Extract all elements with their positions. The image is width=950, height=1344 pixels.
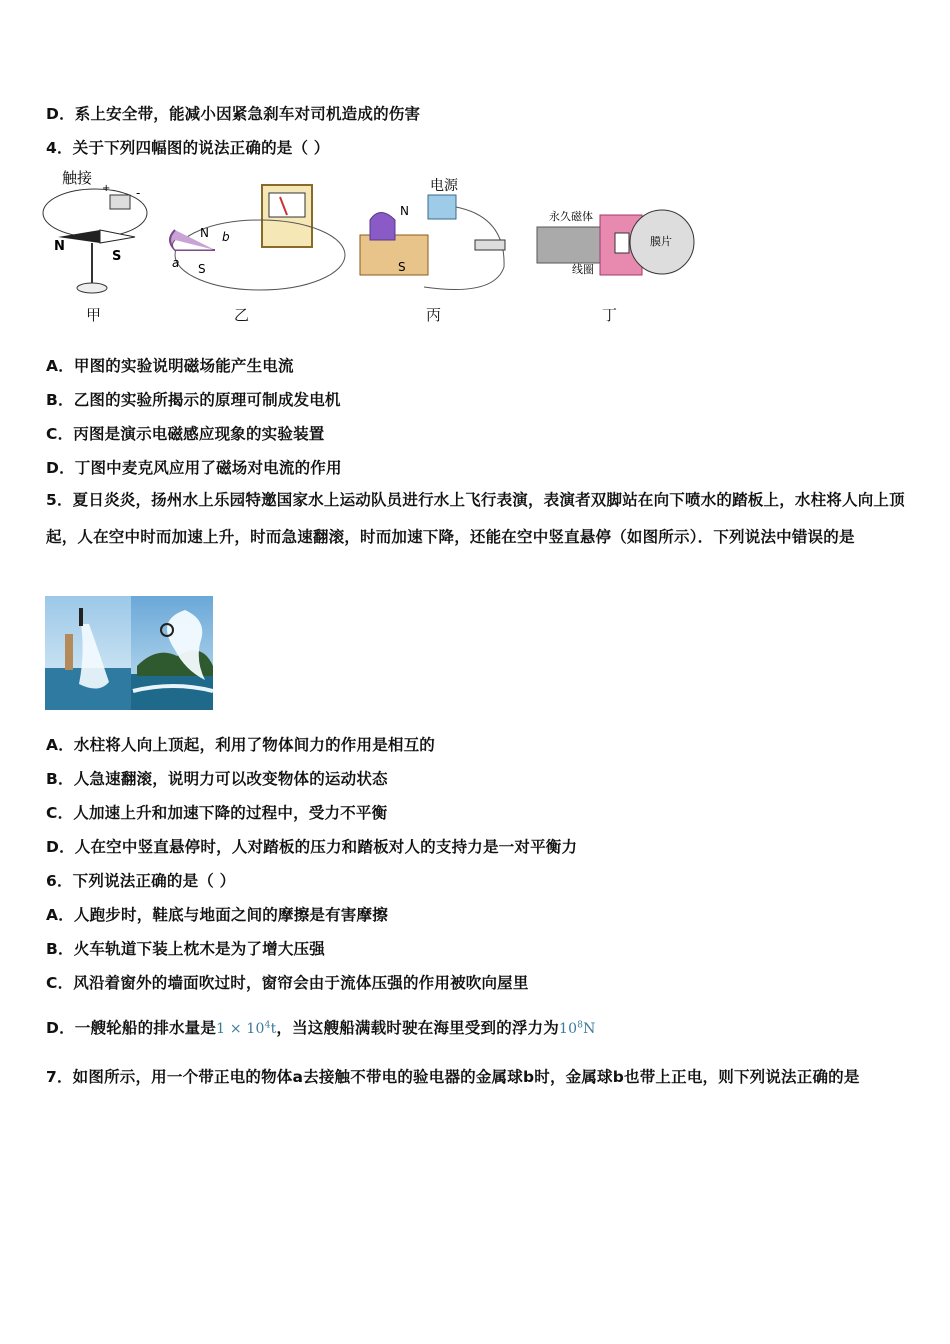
svg-text:N: N bbox=[400, 204, 409, 218]
svg-text:永久磁体: 永久磁体 bbox=[549, 210, 593, 223]
question-5: 5．夏日炎炎，扬州水上乐园特邀国家水上运动队员进行水上飞行表演，表演者双脚站在向下喷水的踏板上，水柱将人向上顶起，人在空中时而加速上升，时而急速翻滚，时而加速下降，还能在空中竖直悬停（如图所示）．下列说法中错误的是 bbox=[46, 491, 905, 546]
svg-text:电源: 电源 bbox=[430, 178, 458, 194]
question-7: 7．如图所示，用一个带正电的物体a去接触不带电的验电器的金属球b时，金属球b也带上正电，则下列说法正确的是 bbox=[46, 1068, 860, 1086]
q6-option-a: A．人跑步时，鞋底与地面之间的摩擦是有害摩擦 bbox=[46, 906, 388, 924]
question-4: 4．关于下列四幅图的说法正确的是（ ） bbox=[46, 139, 330, 157]
q4-figures bbox=[40, 165, 700, 330]
q4-option-d: D．丁图中麦克风应用了磁场对电流的作用 bbox=[46, 459, 342, 477]
label-yi: 乙 bbox=[234, 306, 250, 324]
svg-text:N: N bbox=[54, 239, 65, 254]
svg-text:S: S bbox=[112, 249, 122, 264]
svg-text:线圈: 线圈 bbox=[572, 263, 594, 276]
q4-option-a: A．甲图的实验说明磁场能产生电流 bbox=[46, 357, 294, 375]
figure-ding bbox=[537, 209, 694, 276]
label-bing: 丙 bbox=[426, 306, 442, 324]
svg-text:+: + bbox=[102, 183, 111, 194]
q6-option-b: B．火车轨道下装上枕木是为了增大压强 bbox=[46, 940, 325, 958]
question-6: 6．下列说法正确的是（ ） bbox=[46, 872, 236, 890]
q6-option-c: C．风沿着窗外的墙面吹过时，窗帘会由于流体压强的作用被吹向屋里 bbox=[46, 974, 529, 992]
q5-option-c: C．人加速上升和加速下降的过程中，受力不平衡 bbox=[46, 804, 388, 822]
svg-text:a: a bbox=[172, 256, 180, 270]
q5-option-d: D．人在空中竖直悬停时，人对踏板的压力和踏板对人的支持力是一对平衡力 bbox=[46, 838, 578, 856]
label-jia: 甲 bbox=[86, 306, 102, 324]
q5-photo bbox=[45, 596, 213, 710]
q6d-middle: ，当这艘船满载时驶在海里受到的浮力为 bbox=[276, 1019, 560, 1037]
option-d-prev: D．系上安全带，能减小因紧急刹车对司机造成的伤害 bbox=[46, 105, 421, 123]
svg-text:N: N bbox=[200, 226, 209, 240]
q5-option-b: B．人急速翻滚，说明力可以改变物体的运动状态 bbox=[46, 770, 388, 788]
svg-text:S: S bbox=[398, 260, 406, 274]
q6d-formula-2: $10^8N$ bbox=[559, 1020, 596, 1037]
svg-text:膜片: 膜片 bbox=[650, 235, 672, 248]
figure-bing bbox=[360, 177, 505, 290]
figure-yi bbox=[170, 185, 345, 290]
svg-text:S: S bbox=[198, 262, 206, 276]
q4-option-c: C．丙图是演示电磁感应现象的实验装置 bbox=[46, 425, 325, 443]
figure-jia bbox=[43, 169, 147, 293]
svg-text:b: b bbox=[222, 230, 230, 244]
jia-touch-label: 触接 bbox=[62, 169, 93, 187]
q6d-prefix: D．一艘轮船的排水量是 bbox=[46, 1019, 217, 1037]
svg-text:-: - bbox=[136, 186, 141, 200]
q5-option-a: A．水柱将人向上顶起，利用了物体间力的作用是相互的 bbox=[46, 736, 435, 754]
q6d-formula-1: $1 \times 10^4t$ bbox=[216, 1020, 277, 1037]
q6-option-d bbox=[46, 1016, 596, 1038]
label-ding: 丁 bbox=[602, 306, 618, 324]
q4-option-b: B．乙图的实验所揭示的原理可制成发电机 bbox=[46, 391, 341, 409]
